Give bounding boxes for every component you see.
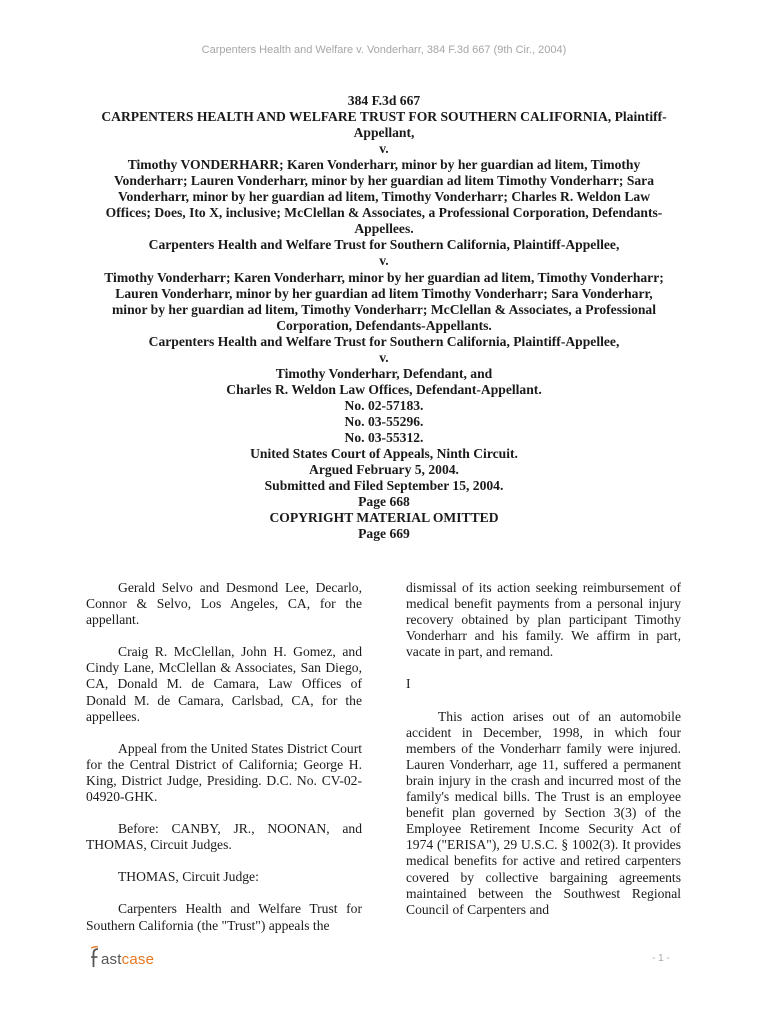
caption-line: Timothy Vonderharr, Defendant, and: [275, 365, 493, 381]
logo-text-ast: ast: [101, 951, 122, 968]
filed-date: Submitted and Filed September 15, 2004.: [264, 478, 504, 494]
opinion-paragraph: dismissal of its action seeking reimbursement of medical benefit payments from a personal injury recovery obtained by plan participant Timothy Vonderharr and his family. We affirm in part, vacate in part, and remand.: [406, 580, 681, 660]
page-marker: Page 669: [358, 526, 410, 542]
caption-line: Vonderharr; Lauren Vonderharr, minor by her guardian ad litem Timothy Vonderharr; Sara: [113, 173, 655, 189]
docket-number: No. 02-57183.: [344, 397, 424, 413]
caption-line: minor by her guardian ad litem, Timothy Vonderharr; McClellan & Associates, a Professional: [111, 301, 656, 317]
caption-versus: v.: [379, 349, 389, 365]
copyright-notice: COPYRIGHT MATERIAL OMITTED: [269, 510, 499, 526]
caption-line: Timothy Vonderharr; Karen Vonderharr, minor by her guardian ad litem, Timothy Vonderharr;: [104, 269, 664, 285]
caption-versus: v.: [379, 253, 389, 269]
fastcase-mark-icon: [89, 946, 101, 968]
caption-line: Appellees.: [354, 221, 414, 237]
logo-text-case: case: [121, 951, 155, 968]
counsel-appellant: Gerald Selvo and Desmond Lee, Decarlo, Connor & Selvo, Los Angeles, CA, for the appellant.: [86, 580, 362, 628]
caption-line: CARPENTERS HEALTH AND WELFARE TRUST FOR SOUTHERN CALIFORNIA, Plaintiff-: [101, 109, 667, 125]
caption-line: Lauren Vonderharr, minor by her guardian ad litem Timothy Vonderharr; Sara Vonderharr,: [115, 285, 653, 301]
left-column: [86, 580, 362, 950]
opinion-author: THOMAS, Circuit Judge:: [118, 869, 259, 885]
right-column: [406, 580, 681, 934]
caption-line: Carpenters Health and Welfare Trust for Southern California, Plaintiff-Appellee,: [148, 237, 620, 253]
caption-line: Appellant,: [353, 125, 415, 141]
counsel-appellees: Craig R. McClellan, John H. Gomez, and Cindy Lane, McClellan & Associates, San Diego, CA, Donald M. de Camara, Law Offices of Donald M. de Camara, Carlsbad, CA, for the appellees.: [86, 644, 362, 724]
page-number: - 1 -: [652, 953, 670, 964]
argued-date: Argued February 5, 2004.: [309, 462, 459, 478]
court-name: United States Court of Appeals, Ninth Circuit.: [250, 446, 518, 462]
docket-number: No. 03-55296.: [344, 413, 424, 429]
caption-line: Vonderharr, minor by her guardian ad litem, Timothy Vonderharr; Charles R. Weldon Law: [117, 189, 651, 205]
opinion-paragraph: This action arises out of an automobile accident in December, 1998, in which four members of the Vonderharr family were injured. Lauren Vonderharr, age 11, suffered a permanent brain injury in the crash and incurred most of the family's medical bills. The Trust is an employee benefit plan governed by Section 3(3) of the Employee Retirement Income Security Act of 1974 ("ERISA"), 29 U.S.C. § 1002(3). It provides medical benefits for active and retired carpenters covered by collective bargaining agreements maintained between the Southwest Regional Council of Carpenters and: [406, 708, 681, 917]
caption-line: Corporation, Defendants-Appellants.: [276, 317, 492, 333]
caption-versus: v.: [379, 141, 389, 157]
caption-line: Offices; Does, Ito X, inclusive; McClellan & Associates, a Professional Corporation, Defendants-: [105, 205, 663, 221]
section-heading: I: [406, 676, 411, 692]
page-marker: Page 668: [358, 494, 410, 510]
case-caption: [80, 93, 688, 542]
caption-line: Timothy VONDERHARR; Karen Vonderharr, minor by her guardian ad litem, Timothy: [127, 157, 641, 173]
citation: 384 F.3d 667: [347, 93, 421, 108]
caption-line: Carpenters Health and Welfare Trust for Southern California, Plaintiff-Appellee,: [148, 333, 620, 349]
docket-number: No. 03-55312.: [344, 429, 424, 445]
caption-line: Charles R. Weldon Law Offices, Defendant-Appellant.: [226, 381, 542, 397]
appeal-origin: Appeal from the United States District Court for the Central District of California; George H. King, District Judge, Presiding. D.C. No. CV-02-04920-GHK.: [86, 740, 362, 805]
panel-judges: Before: CANBY, JR., NOONAN, and THOMAS, Circuit Judges.: [86, 821, 362, 853]
running-header: Carpenters Health and Welfare v. Vonderharr, 384 F.3d 667 (9th Cir., 2004): [201, 44, 567, 56]
opinion-paragraph: Carpenters Health and Welfare Trust for Southern California (the "Trust") appeals the: [86, 901, 362, 933]
fastcase-logo: [89, 944, 154, 968]
